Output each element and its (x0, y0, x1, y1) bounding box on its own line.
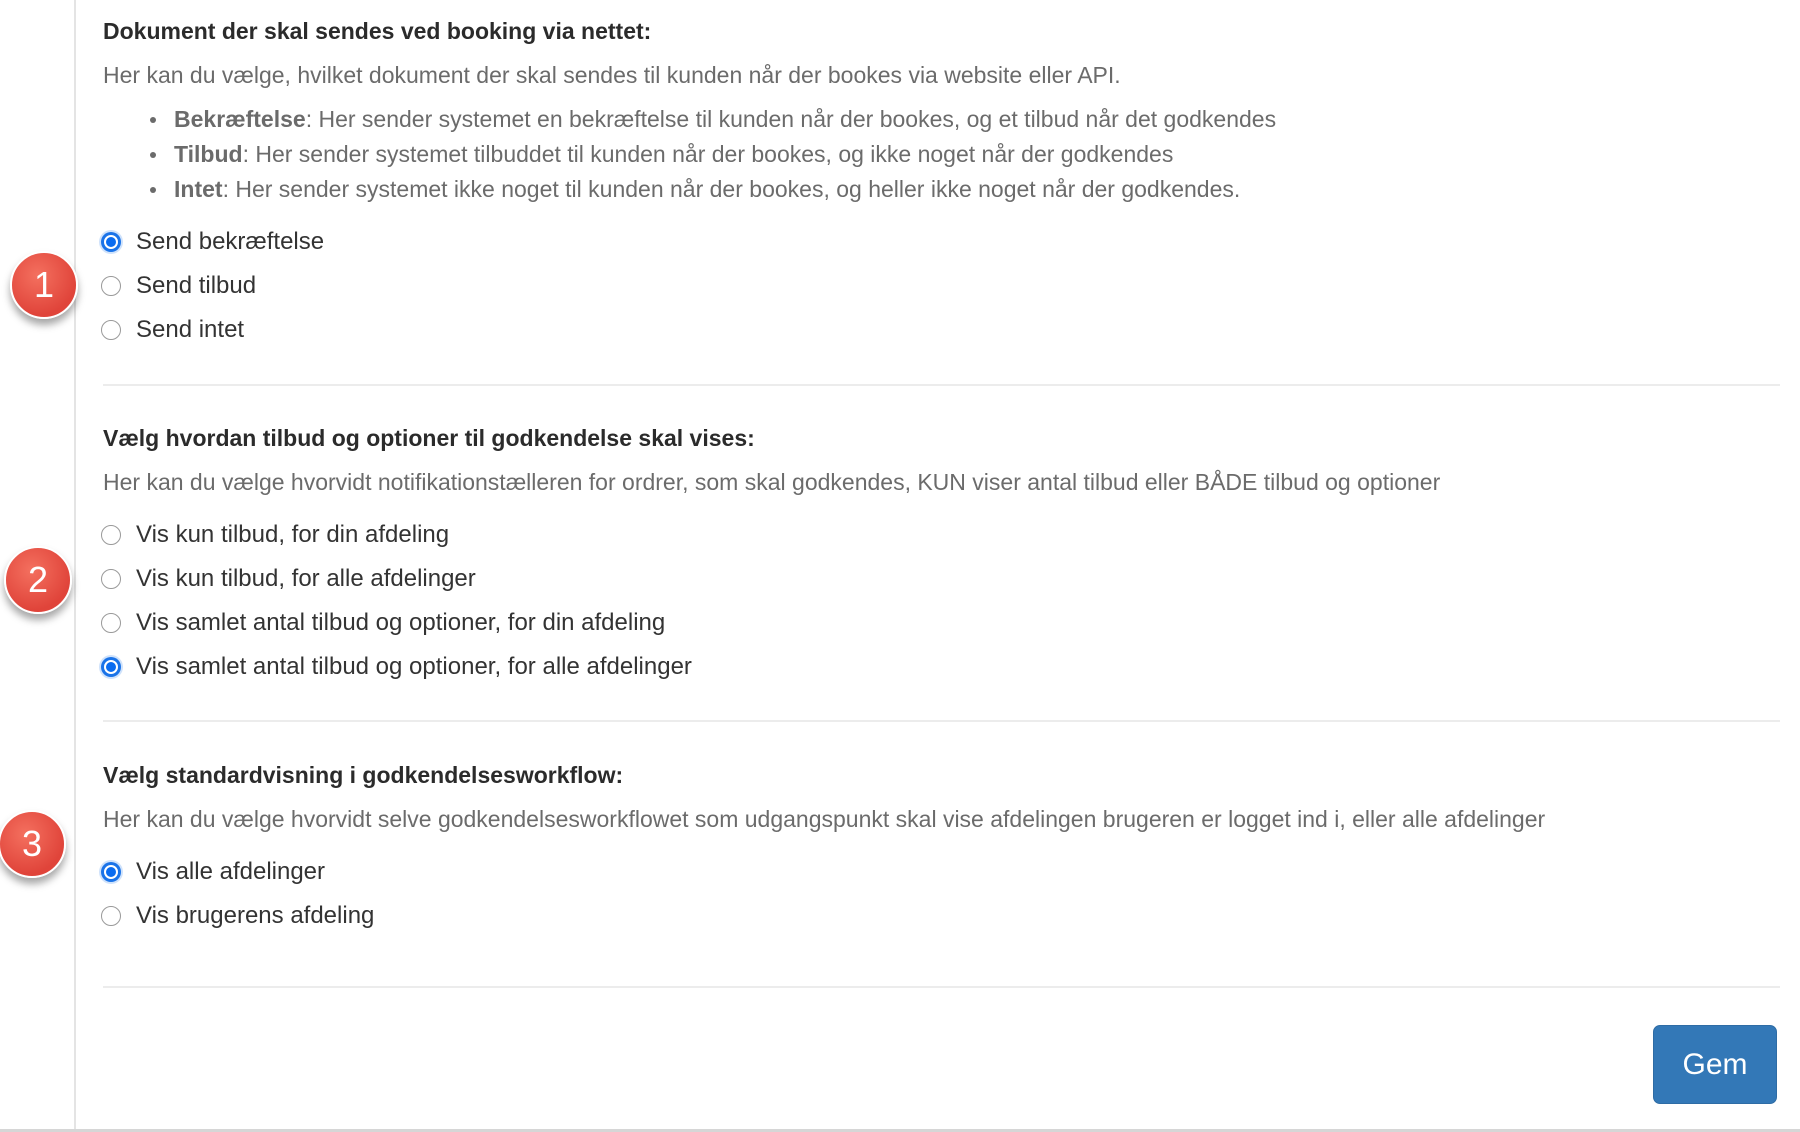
radio-vis-samlet-alle-afdelinger[interactable] (101, 653, 692, 681)
section-divider (103, 720, 1780, 722)
bullet-item (152, 106, 1276, 133)
radio-vis-alle-afdelinger[interactable] (101, 858, 325, 886)
radio-checked-icon[interactable] (101, 657, 121, 677)
bullet-item (152, 176, 1240, 203)
bullet-text: : Her sender systemet tilbuddet til kunden når der bookes, og ikke noget når der godkendes (242, 141, 1174, 167)
bullet-item (152, 141, 1173, 168)
radio-send-bekraeftelse[interactable] (101, 228, 324, 256)
radio-label: Vis alle afdelinger (136, 858, 326, 885)
section-divider (103, 986, 1780, 988)
radio-label: Send intet (136, 316, 245, 343)
radio-label: Vis brugerens afdeling (136, 902, 375, 929)
radio-send-tilbud[interactable] (101, 272, 256, 300)
step-badge-2: 2 (4, 546, 72, 614)
bullet-term: Bekræftelse (174, 106, 306, 132)
section-divider (103, 384, 1780, 386)
bullet-term: Tilbud (174, 141, 243, 167)
radio-label: Vis samlet antal tilbud og optioner, for din afdeling (136, 609, 666, 636)
radio-label: Send bekræftelse (136, 228, 325, 255)
radio-vis-kun-tilbud-din-afdeling[interactable] (101, 521, 449, 549)
step-badge-3: 3 (0, 810, 66, 878)
radio-send-intet[interactable] (101, 316, 244, 344)
bullet-text: : Her sender systemet en bekræftelse til kunden når der bookes, og et tilbud når det godkendes (305, 106, 1277, 132)
radio-checked-icon[interactable] (101, 232, 121, 252)
radio-label: Send tilbud (136, 272, 257, 299)
bullet-term: Intet (174, 176, 223, 202)
radio-unchecked-icon[interactable] (101, 525, 121, 545)
radio-unchecked-icon[interactable] (101, 276, 121, 296)
radio-checked-icon[interactable] (101, 862, 121, 882)
step-badge-1: 1 (10, 251, 78, 319)
section-3-description: Her kan du vælge hvorvidt selve godkendelsesworkflowet som udgangspunkt skal vise afdelingen brugeren er logget ind i, eller alle afdelinger (103, 806, 1546, 832)
radio-label: Vis kun tilbud, for alle afdelinger (136, 565, 476, 592)
radio-vis-samlet-din-afdeling[interactable] (101, 609, 665, 637)
radio-unchecked-icon[interactable] (101, 613, 121, 633)
radio-vis-brugerens-afdeling[interactable] (101, 902, 374, 930)
section-1-description: Her kan du vælge, hvilket dokument der skal sendes til kunden når der bookes via website eller API. (103, 62, 1121, 88)
section-1-title: Dokument der skal sendes ved booking via nettet: (103, 18, 652, 44)
radio-vis-kun-tilbud-alle-afdelinger[interactable] (101, 565, 476, 593)
radio-label: Vis kun tilbud, for din afdeling (136, 521, 450, 548)
left-border-line (74, 0, 76, 1132)
section-2-title: Vælg hvordan tilbud og optioner til godkendelse skal vises: (103, 425, 755, 451)
radio-label: Vis samlet antal tilbud og optioner, for alle afdelinger (136, 653, 692, 680)
save-button[interactable]: Gem (1653, 1025, 1777, 1104)
section-3-title: Vælg standardvisning i godkendelsesworkflow: (103, 762, 624, 788)
section-2-description: Her kan du vælge hvorvidt notifikationstælleren for ordrer, som skal godkendes, KUN viser antal tilbud eller BÅDE tilbud og optioner (103, 469, 1441, 495)
bullet-text: : Her sender systemet ikke noget til kunden når der bookes, og heller ikke noget når der godkendes. (222, 176, 1241, 202)
radio-unchecked-icon[interactable] (101, 569, 121, 589)
radio-unchecked-icon[interactable] (101, 906, 121, 926)
radio-unchecked-icon[interactable] (101, 320, 121, 340)
